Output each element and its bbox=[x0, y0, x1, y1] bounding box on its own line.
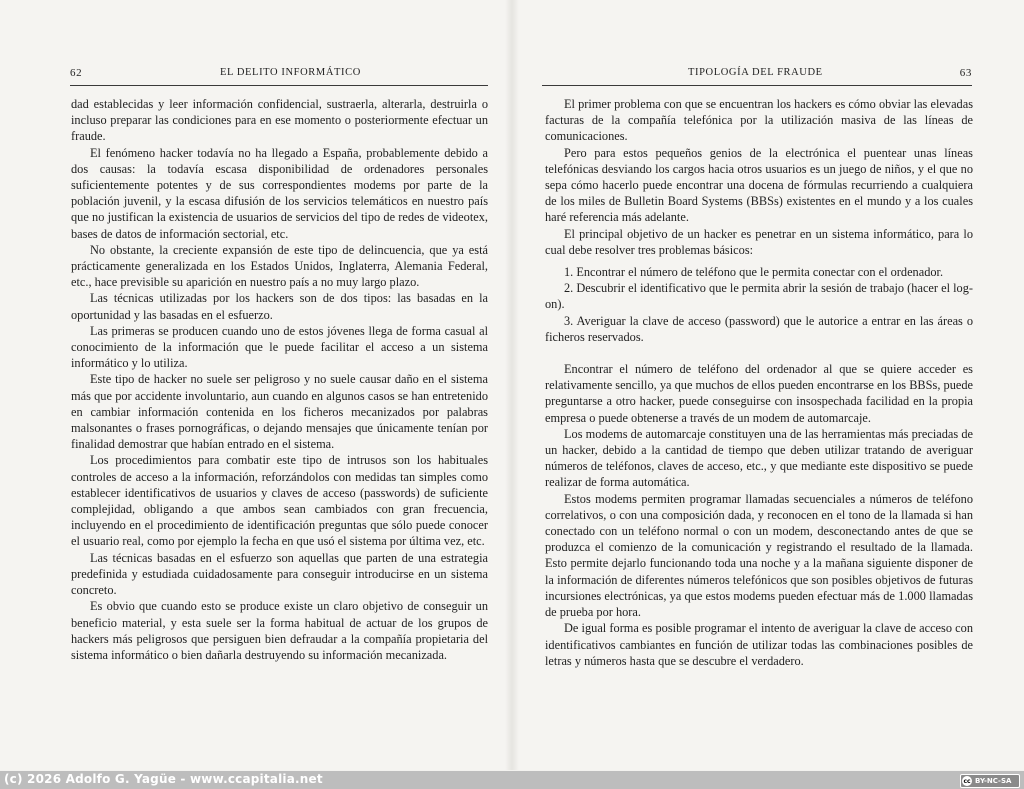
copyright-credit: (c) 2026 Adolfo G. Yagüe - www.ccapitalia.net bbox=[4, 772, 323, 786]
paragraph: Este tipo de hacker no suele ser peligroso y no suele causar daño en el sistema más que por accidente involuntario, aun cuando en algunos casos se han entretenido en cambiar información contenida en los ficheros mecanizados por palabras malsonantes o frases pornográficas, o dejando mensajes que únicamente tenían por finalidad demostrar que habían entrado en el sistema. bbox=[71, 372, 488, 452]
paragraph: Pero para estos pequeños genios de la electrónica el puentear unas líneas telefónicas desviando los cargos hacia otros usuarios es un juego de niños, y el que no sepa cómo hacerlo puede encontrar una docena de fórmulas recurriendo a cualquiera de los miles de Bulletin Board Systems (BBSs) existentes en el mundo y a los cuales haré referencia más adelante. bbox=[545, 145, 973, 225]
paragraph: Encontrar el número de teléfono del ordenador al que se quiere acceder es relativamente sencillo, ya que muchos de ellos pueden encontrarse en los BBSs, puede preguntarse a otro hacker, puede conseguirse con insospechada facilidad en la propia empresa o puede obtenerse a través de un modem de automarcaje. bbox=[545, 362, 973, 425]
left-body-text bbox=[71, 96, 488, 663]
paragraph: De igual forma es posible programar el intento de averiguar la clave de acceso con identificativos cambiantes en función de utilizar todas las combinaciones posibles de letras y números hasta que se descubre el verdadero. bbox=[545, 621, 973, 668]
list-item: 3. Averiguar la clave de acceso (password) que le autorice a entrar en las áreas o ficheros reservados. bbox=[545, 313, 973, 344]
left-running-head bbox=[70, 67, 488, 86]
cc-license-badge[interactable] bbox=[960, 774, 1020, 788]
paragraph: dad establecidas y leer información confidencial, sustraerla, alterarla, destruirla o incluso preparar las condiciones para en ese momento o posteriormente efectuar un fraude. bbox=[71, 97, 488, 144]
left-running-title: EL DELITO INFORMÁTICO bbox=[220, 67, 361, 78]
paragraph: El fenómeno hacker todavía no ha llegado a España, probablemente debido a dos causas: la todavía escasa disponibilidad de ordenadores personales suficientemente potentes y de sus correspondientes modems por parte de la población juvenil, y la escasa difusión de los servicios telemáticos en nuestro país que no justifican la existencia de usuarios de servicios del tipo de redes de videotex, bases de datos de información sectorial, etc. bbox=[71, 145, 488, 241]
paragraph: Los procedimientos para combatir este tipo de intrusos son los habituales controles de acceso a la información, reforzándolos con medidas tan simples como establecer identificativos de usuarios y claves de acceso (passwords) de suficiente complejidad, obligando a que ambos sean cambiados con gran frecuencia, incluyendo en el procedimiento de identificación preguntas que sólo puede conocer el usuario real, como por ejemplo la fecha en que usó el sistema por última vez, etc. bbox=[71, 453, 488, 549]
right-body-text bbox=[545, 96, 973, 669]
right-page-number: 63 bbox=[959, 67, 972, 79]
paragraph: No obstante, la creciente expansión de este tipo de delincuencia, que ya está prácticamente generalizada en los Estados Unidos, Inglaterra, Alemania Federal, etc., hace previsible su aparición en nuestro país a no muy largo plazo. bbox=[71, 242, 488, 290]
right-page bbox=[512, 0, 1024, 770]
paragraph: Las técnicas basadas en el esfuerzo son aquellas que parten de una estrategia predefinida y estudiada cuidadosamente para conseguir introducirse en un sistema concreto. bbox=[71, 550, 488, 598]
watermark-footer bbox=[0, 771, 1024, 789]
paragraph: El primer problema con que se encuentran los hackers es cómo obviar las elevadas facturas de la compañía telefónica por la utilización masiva de las líneas de comunicaciones. bbox=[545, 97, 973, 144]
list-item: 2. Descubrir el identificativo que le permita abrir la sesión de trabajo (hacer el log-on). bbox=[545, 281, 973, 312]
book-gutter bbox=[505, 0, 519, 770]
paragraph: Es obvio que cuando esto se produce existe un claro objetivo de conseguir un beneficio material, y esta suele ser la forma habitual de actuar de los grupos de hackers más peligrosos que persiguen bien defraudar a la compañía propietaria del sistema informático o bien dañarla destruyendo su información mecanizada. bbox=[71, 599, 488, 662]
paragraph: Las primeras se producen cuando uno de estos jóvenes llega de forma casual al conocimiento de la información que le puede facilitar el acceso a un sistema informático y lo utiliza. bbox=[71, 323, 488, 371]
paragraph: Las técnicas utilizadas por los hackers son de dos tipos: las basadas en la oportunidad y las basadas en el esfuerzo. bbox=[71, 291, 488, 322]
cc-icon: cc bbox=[963, 777, 971, 785]
right-running-title: TIPOLOGÍA DEL FRAUDE bbox=[688, 67, 823, 78]
left-page-number: 62 bbox=[70, 67, 83, 79]
left-page bbox=[0, 0, 512, 770]
list-item: 1. Encontrar el número de teléfono que le permita conectar con el ordenador. bbox=[564, 265, 944, 280]
paragraph: Estos modems permiten programar llamadas secuenciales a números de teléfono correlativos, o con una composición dada, y reconocen en el tono de la llamada si han conectado con un teléfono normal o con un modem, desconectando antes de que se produzca el comienzo de la comunicación y registrando el resultado de la llamada. Esto permite dejarlo funcionando toda una noche y a la mañana siguiente disponer de la información de diferentes números telefónicos que son posibles objetivos de futuras incursiones electrónicas, ya que estos modems pueden efectuar más de 1.000 llamadas de prueba por hora. bbox=[545, 491, 973, 620]
paragraph: Los modems de automarcaje constituyen una de las herramientas más preciadas de un hacker, debido a la cantidad de tiempo que deben utilizar tratando de averiguar números de teléfonos, claves de acceso, etc., y que mediante este dispositivo se puede realizar de forma automática. bbox=[545, 426, 973, 490]
license-label: BY-NC-SA bbox=[975, 777, 1012, 785]
right-running-head bbox=[542, 67, 972, 86]
paragraph: El principal objetivo de un hacker es penetrar en un sistema informático, para lo cual debe resolver tres problemas básicos: bbox=[545, 226, 973, 257]
